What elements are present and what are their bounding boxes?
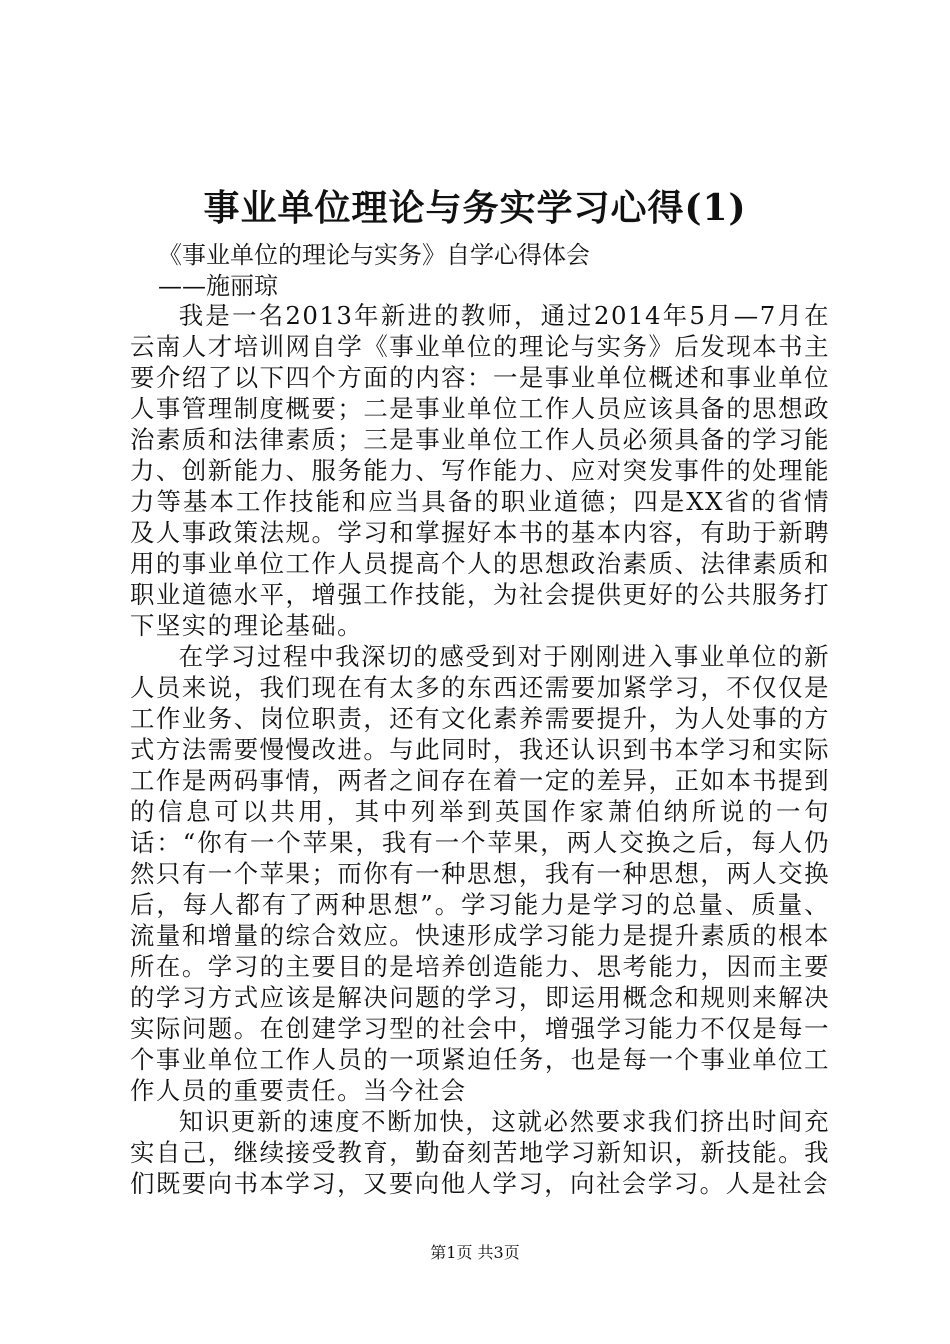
body-paragraph: 知识更新的速度不断加快，这就必然要求我们挤出时间充实自己，继续接受教育，勤奋刻苦地学习新知识，新技能。我们既要向书本学习，又要向他人学习，向社会学习。人是社会: [130, 1107, 830, 1198]
body-paragraph: 我是一名2013年新进的教师，通过2014年5月—7月在云南人才培训网自学《事业单位的理论与实务》后发现本书主要介绍了以下四个方面的内容：一是事业单位概述和事业单位人事管理制度概要；二是事业单位工作人员应该具备的思想政治素质和法律素质；三是事业单位工作人员必须具备的学习能力、创新能力、服务能力、写作能力、应对突发事件的处理能力等基本工作技能和应当具备的职业道德；四是XX省的省情及人事政策法规。学习和掌握好本书的基本内容，有助于新聘用的事业单位工作人员提高个人的思想政治素质、法律素质和职业道德水平，增强工作技能，为社会提供更好的公共服务打下坚实的理论基础。: [130, 301, 830, 640]
document-author: ——施丽琼: [158, 272, 278, 300]
document-subtitle: 《事业单位的理论与实务》自学心得体会: [158, 241, 590, 269]
document-title: 事业单位理论与务实学习心得(1): [203, 187, 747, 229]
body-paragraph: 在学习过程中我深切的感受到对于刚刚进入事业单位的新人员来说，我们现在有太多的东西还需要加紧学习，不仅仅是工作业务、岗位职责，还有文化素养需要提升，为人处事的方式方法需要慢慢改进。与此同时，我还认识到书本学习和实际工作是两码事情，两者之间存在着一定的差异，正如本书提到的信息可以共用，其中列举到英国作家萧伯纳所说的一句话：“你有一个苹果，我有一个苹果，两人交换之后，每人仍然只有一个苹果；而你有一种思想，我有一种思想，两人交换后，每人都有了两种思想”。学习能力是学习的总量、质量、流量和增量的综合效应。快速形成学习能力是提升素质的根本所在。学习的主要目的是培养创造能力、思考能力，因而主要的学习方式应该是解决问题的学习，即运用概念和规则来解决实际问题。在创建学习型的社会中，增强学习能力不仅是每一个事业单位工作人员的一项紧迫任务，也是每一个事业单位工作人员的重要责任。当今社会: [130, 642, 830, 1105]
page-number-footer: 第1页 共3页: [430, 1243, 520, 1262]
document-body: [130, 300, 830, 1199]
